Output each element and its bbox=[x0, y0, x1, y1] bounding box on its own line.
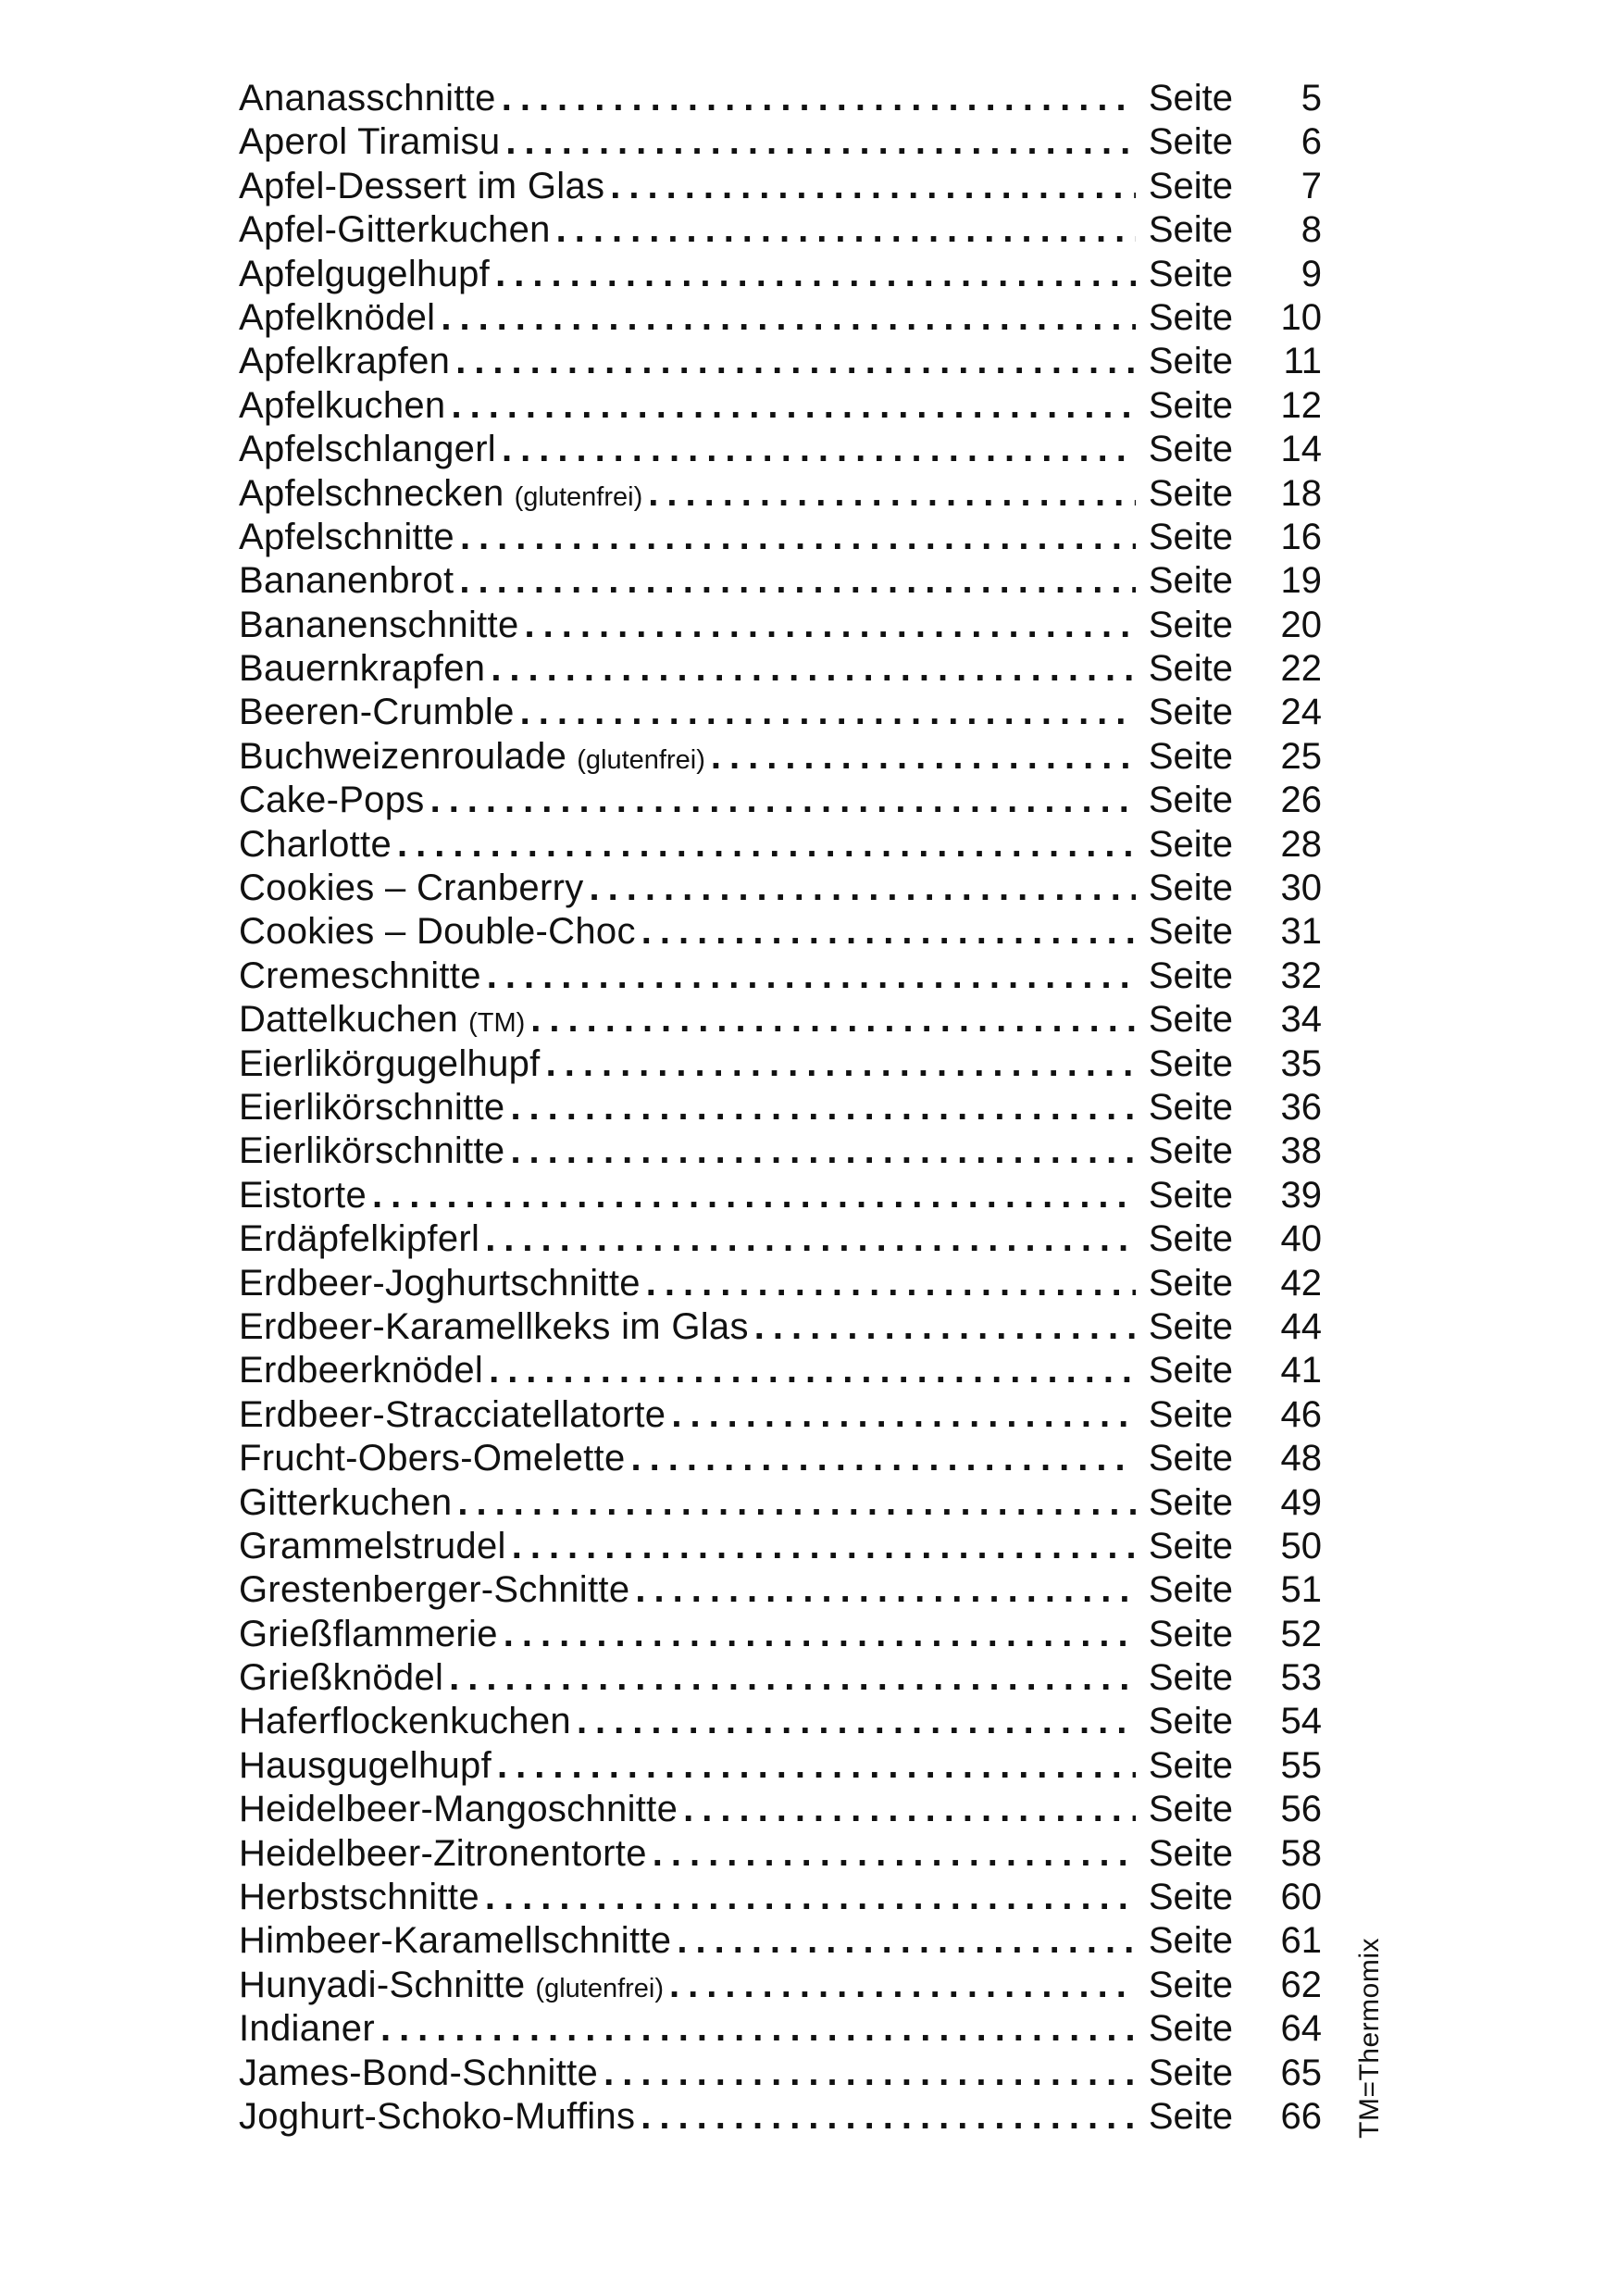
seite-label: Seite bbox=[1148, 692, 1233, 733]
seite-label: Seite bbox=[1148, 1920, 1233, 1962]
page-number: 46 bbox=[1280, 1393, 1322, 1435]
page-number: 9 bbox=[1301, 253, 1322, 294]
seite-label: Seite bbox=[1148, 429, 1233, 470]
dot-leader-icon bbox=[546, 1043, 1136, 1085]
toc-entry bbox=[239, 2053, 1322, 2096]
dot-leader-icon bbox=[510, 1130, 1135, 1172]
recipe-title: James-Bond-Schnitte bbox=[239, 2052, 599, 2093]
dot-leader-icon bbox=[646, 1263, 1136, 1304]
toc-entry bbox=[239, 1130, 1322, 1174]
page-number: 38 bbox=[1280, 1130, 1322, 1172]
seite-label: Seite bbox=[1148, 1744, 1233, 1786]
recipe-title: Apfel-Gitterkuchen bbox=[239, 209, 551, 251]
dot-leader-icon bbox=[457, 1482, 1135, 1524]
seite-label: Seite bbox=[1148, 1042, 1233, 1084]
dot-leader-icon bbox=[441, 297, 1135, 339]
recipe-title: Cake-Pops bbox=[239, 780, 425, 821]
recipe-title: Eierlikörgugelhupf bbox=[239, 1042, 541, 1084]
page-number: 20 bbox=[1280, 604, 1322, 645]
page-number: 41 bbox=[1280, 1350, 1322, 1391]
dot-leader-icon bbox=[502, 78, 1136, 119]
page-number: 24 bbox=[1280, 692, 1322, 733]
toc-entry bbox=[239, 1614, 1322, 1657]
toc-entry bbox=[239, 1218, 1322, 1262]
page-number: 39 bbox=[1280, 1174, 1322, 1216]
recipe-title: Aperol Tiramisu bbox=[239, 121, 501, 163]
toc-entry bbox=[239, 1526, 1322, 1569]
recipe-title: Heidelbeer-Zitronentorte bbox=[239, 1832, 647, 1874]
page-number: 55 bbox=[1280, 1744, 1322, 1786]
dot-leader-icon bbox=[610, 166, 1136, 207]
page-number: 25 bbox=[1280, 735, 1322, 777]
recipe-title: Apfelgugelhupf bbox=[239, 253, 491, 294]
toc-entry bbox=[239, 166, 1322, 209]
recipe-title: Erdäpfelkipferl bbox=[239, 1218, 480, 1260]
dot-leader-icon bbox=[491, 648, 1136, 690]
toc-entry bbox=[239, 1350, 1322, 1393]
recipe-title: Eistorte bbox=[239, 1174, 367, 1216]
dot-leader-icon bbox=[677, 1920, 1135, 1962]
recipe-title: Erdbeer-Joghurtschnitte bbox=[239, 1262, 641, 1304]
recipe-title: Eierlikörschnitte bbox=[239, 1086, 505, 1128]
toc-entry bbox=[239, 1657, 1322, 1701]
page-number: 51 bbox=[1280, 1569, 1322, 1611]
seite-label: Seite bbox=[1148, 341, 1233, 382]
page-number: 30 bbox=[1280, 867, 1322, 909]
recipe-note: (glutenfrei) bbox=[514, 481, 643, 512]
page-number: 26 bbox=[1280, 780, 1322, 821]
recipe-title: Apfelkrapfen bbox=[239, 341, 451, 382]
page-number: 49 bbox=[1280, 1481, 1322, 1523]
thermomix-footnote: TM=Thermomix bbox=[1354, 1938, 1385, 2139]
toc-entry bbox=[239, 955, 1322, 999]
recipe-title: Apfelknödel bbox=[239, 296, 436, 338]
seite-label: Seite bbox=[1148, 1789, 1233, 1830]
seite-label: Seite bbox=[1148, 78, 1233, 119]
toc-entry bbox=[239, 1087, 1322, 1130]
seite-label: Seite bbox=[1148, 648, 1233, 690]
seite-label: Seite bbox=[1148, 1350, 1233, 1391]
dot-leader-icon bbox=[495, 254, 1136, 295]
toc-entry bbox=[239, 1175, 1322, 1218]
seite-label: Seite bbox=[1148, 516, 1233, 557]
page-number: 7 bbox=[1301, 165, 1322, 206]
toc-entry bbox=[239, 1263, 1322, 1306]
toc-entry bbox=[239, 1789, 1322, 1832]
page-number: 65 bbox=[1280, 2052, 1322, 2093]
recipe-title: Haferflockenkuchen bbox=[239, 1701, 571, 1742]
toc-entry bbox=[239, 560, 1322, 604]
toc-entry bbox=[239, 517, 1322, 560]
recipe-title: Hunyadi-Schnitte bbox=[239, 1964, 526, 2005]
seite-label: Seite bbox=[1148, 560, 1233, 602]
recipe-title: Charlotte bbox=[239, 823, 392, 865]
seite-label: Seite bbox=[1148, 1525, 1233, 1566]
seite-label: Seite bbox=[1148, 911, 1233, 953]
seite-label: Seite bbox=[1148, 2095, 1233, 2137]
dot-leader-icon bbox=[653, 1833, 1136, 1875]
page-number: 53 bbox=[1280, 1657, 1322, 1699]
recipe-title: Buchweizenroulade bbox=[239, 735, 567, 777]
seite-label: Seite bbox=[1148, 209, 1233, 251]
dot-leader-icon bbox=[577, 1701, 1136, 1742]
seite-label: Seite bbox=[1148, 604, 1233, 645]
toc-entry bbox=[239, 209, 1322, 253]
toc-entry bbox=[239, 254, 1322, 297]
dot-leader-icon bbox=[497, 1745, 1136, 1787]
seite-label: Seite bbox=[1148, 1174, 1233, 1216]
recipe-title: Eierlikörschnitte bbox=[239, 1130, 505, 1172]
page-number: 60 bbox=[1280, 1877, 1322, 1918]
toc-entry bbox=[239, 780, 1322, 823]
recipe-title: Indianer bbox=[239, 2008, 375, 2050]
toc-entry bbox=[239, 867, 1322, 911]
seite-label: Seite bbox=[1148, 1481, 1233, 1523]
recipe-note: (glutenfrei) bbox=[535, 1973, 665, 2003]
toc-entry bbox=[239, 341, 1322, 384]
page-number: 8 bbox=[1301, 209, 1322, 251]
dot-leader-icon bbox=[683, 1789, 1136, 1830]
seite-label: Seite bbox=[1148, 1438, 1233, 1479]
dot-leader-icon bbox=[556, 209, 1136, 251]
dot-leader-icon bbox=[520, 692, 1136, 733]
recipe-title: Bananenschnitte bbox=[239, 604, 519, 645]
dot-leader-icon bbox=[455, 341, 1136, 382]
seite-label: Seite bbox=[1148, 1613, 1233, 1654]
dot-leader-icon bbox=[711, 736, 1136, 778]
dot-leader-icon bbox=[525, 605, 1136, 646]
page-number: 50 bbox=[1280, 1525, 1322, 1566]
recipe-title: Dattelkuchen bbox=[239, 999, 459, 1041]
seite-label: Seite bbox=[1148, 1701, 1233, 1742]
seite-label: Seite bbox=[1148, 1657, 1233, 1699]
seite-label: Seite bbox=[1148, 296, 1233, 338]
page-number: 62 bbox=[1280, 1964, 1322, 2005]
recipe-title: Bauernkrapfen bbox=[239, 648, 486, 690]
page-number: 48 bbox=[1280, 1438, 1322, 1479]
toc-entry bbox=[239, 736, 1322, 780]
page-number: 44 bbox=[1280, 1305, 1322, 1347]
recipe-title: Grestenberger-Schnitte bbox=[239, 1569, 630, 1611]
page-number: 52 bbox=[1280, 1613, 1322, 1654]
seite-label: Seite bbox=[1148, 1964, 1233, 2005]
dot-leader-icon bbox=[487, 955, 1136, 997]
page-number: 19 bbox=[1280, 560, 1322, 602]
page-number: 31 bbox=[1280, 911, 1322, 953]
dot-leader-icon bbox=[505, 121, 1135, 163]
dot-leader-icon bbox=[635, 1569, 1135, 1611]
toc-entry bbox=[239, 1482, 1322, 1526]
toc-entry bbox=[239, 1745, 1322, 1789]
seite-label: Seite bbox=[1148, 2052, 1233, 2093]
dot-leader-icon bbox=[530, 999, 1136, 1041]
page-number: 12 bbox=[1280, 384, 1322, 426]
recipe-title: Grießflammerie bbox=[239, 1613, 498, 1654]
page-number: 28 bbox=[1280, 823, 1322, 865]
seite-label: Seite bbox=[1148, 1218, 1233, 1260]
dot-leader-icon bbox=[485, 1877, 1136, 1918]
dot-leader-icon bbox=[754, 1306, 1136, 1348]
page-number: 11 bbox=[1283, 341, 1322, 382]
toc-entry bbox=[239, 824, 1322, 867]
seite-label: Seite bbox=[1148, 1130, 1233, 1172]
recipe-title: Gitterkuchen bbox=[239, 1481, 453, 1523]
recipe-title: Cookies – Cranberry bbox=[239, 867, 584, 909]
toc-entry bbox=[239, 1701, 1322, 1744]
page-number: 66 bbox=[1280, 2095, 1322, 2137]
recipe-title: Erdbeer-Karamellkeks im Glas bbox=[239, 1305, 749, 1347]
seite-label: Seite bbox=[1148, 735, 1233, 777]
dot-leader-icon bbox=[460, 517, 1136, 558]
seite-label: Seite bbox=[1148, 780, 1233, 821]
recipe-title: Apfelkuchen bbox=[239, 384, 446, 426]
recipe-note: (TM) bbox=[468, 1008, 526, 1039]
dot-leader-icon bbox=[641, 2096, 1136, 2138]
toc-entry bbox=[239, 692, 1322, 735]
recipe-title: Bananenbrot bbox=[239, 560, 454, 602]
recipe-title: Apfelschlangerl bbox=[239, 429, 496, 470]
recipe-title: Joghurt-Schoko-Muffins bbox=[239, 2095, 636, 2137]
toc-entry bbox=[239, 605, 1322, 648]
dot-leader-icon bbox=[489, 1350, 1136, 1391]
dot-leader-icon bbox=[504, 1614, 1136, 1655]
seite-label: Seite bbox=[1148, 823, 1233, 865]
toc-entry bbox=[239, 999, 1322, 1042]
seite-label: Seite bbox=[1148, 1832, 1233, 1874]
seite-label: Seite bbox=[1148, 2008, 1233, 2050]
page-number: 18 bbox=[1280, 472, 1322, 514]
dot-leader-icon bbox=[485, 1218, 1136, 1260]
recipe-title: Beeren-Crumble bbox=[239, 692, 515, 733]
dot-leader-icon bbox=[648, 473, 1136, 515]
dot-leader-icon bbox=[430, 780, 1136, 821]
dot-leader-icon bbox=[669, 1965, 1136, 2006]
seite-label: Seite bbox=[1148, 1086, 1233, 1128]
dot-leader-icon bbox=[510, 1087, 1135, 1129]
toc-entry bbox=[239, 1394, 1322, 1438]
toc-entry bbox=[239, 1877, 1322, 1920]
page-number: 58 bbox=[1280, 1832, 1322, 1874]
recipe-title: Erdbeer-Stracciatellatorte bbox=[239, 1393, 666, 1435]
dot-leader-icon bbox=[604, 2053, 1136, 2094]
toc-entry bbox=[239, 1569, 1322, 1613]
dot-leader-icon bbox=[641, 911, 1136, 953]
recipe-title: Erdbeerknödel bbox=[239, 1350, 484, 1391]
page-number: 54 bbox=[1280, 1701, 1322, 1742]
toc-list bbox=[239, 78, 1322, 2140]
toc-entry bbox=[239, 1833, 1322, 1877]
recipe-note: (glutenfrei) bbox=[577, 744, 705, 775]
toc-entry bbox=[239, 2008, 1322, 2052]
toc-entry bbox=[239, 1920, 1322, 1964]
seite-label: Seite bbox=[1148, 253, 1233, 294]
dot-leader-icon bbox=[459, 560, 1135, 602]
seite-label: Seite bbox=[1148, 1262, 1233, 1304]
dot-leader-icon bbox=[372, 1175, 1136, 1217]
recipe-title: Cookies – Double-Choc bbox=[239, 911, 636, 953]
recipe-title: Ananasschnitte bbox=[239, 78, 496, 119]
page-number: 32 bbox=[1280, 955, 1322, 996]
seite-label: Seite bbox=[1148, 165, 1233, 206]
seite-label: Seite bbox=[1148, 121, 1233, 163]
page-number: 22 bbox=[1280, 648, 1322, 690]
recipe-title: Hausgugelhupf bbox=[239, 1744, 492, 1786]
dot-leader-icon bbox=[451, 385, 1135, 427]
recipe-title: Cremeschnitte bbox=[239, 955, 481, 996]
toc-entry bbox=[239, 1965, 1322, 2008]
toc-entry bbox=[239, 911, 1322, 955]
toc-entry bbox=[239, 473, 1322, 517]
toc-entry bbox=[239, 2096, 1322, 2140]
dot-leader-icon bbox=[590, 867, 1136, 909]
recipe-title: Grammelstrudel bbox=[239, 1525, 506, 1566]
toc-entry bbox=[239, 429, 1322, 472]
seite-label: Seite bbox=[1148, 384, 1233, 426]
toc-entry bbox=[239, 297, 1322, 341]
recipe-title: Herbstschnitte bbox=[239, 1877, 479, 1918]
recipe-title: Grießknödel bbox=[239, 1657, 444, 1699]
dot-leader-icon bbox=[380, 2008, 1136, 2050]
page-number: 36 bbox=[1280, 1086, 1322, 1128]
toc-entry bbox=[239, 78, 1322, 121]
dot-leader-icon bbox=[631, 1438, 1136, 1479]
toc-entry bbox=[239, 1043, 1322, 1087]
page-number: 14 bbox=[1280, 429, 1322, 470]
dot-leader-icon bbox=[671, 1394, 1135, 1436]
seite-label: Seite bbox=[1148, 1393, 1233, 1435]
toc-entry bbox=[239, 648, 1322, 692]
page-number: 40 bbox=[1280, 1218, 1322, 1260]
seite-label: Seite bbox=[1148, 472, 1233, 514]
page-number: 35 bbox=[1280, 1042, 1322, 1084]
page-number: 56 bbox=[1280, 1789, 1322, 1830]
recipe-title: Apfelschnecken bbox=[239, 472, 504, 514]
dot-leader-icon bbox=[397, 824, 1136, 866]
page-number: 34 bbox=[1280, 999, 1322, 1041]
recipe-title: Apfelschnitte bbox=[239, 516, 454, 557]
dot-leader-icon bbox=[449, 1657, 1136, 1699]
page-number: 5 bbox=[1301, 78, 1322, 119]
dot-leader-icon bbox=[512, 1526, 1136, 1567]
seite-label: Seite bbox=[1148, 1569, 1233, 1611]
seite-label: Seite bbox=[1148, 1305, 1233, 1347]
toc-entry bbox=[239, 1306, 1322, 1350]
seite-label: Seite bbox=[1148, 955, 1233, 996]
page-number: 6 bbox=[1301, 121, 1322, 163]
page-number: 61 bbox=[1280, 1920, 1322, 1962]
seite-label: Seite bbox=[1148, 867, 1233, 909]
seite-label: Seite bbox=[1148, 999, 1233, 1041]
page-number: 42 bbox=[1280, 1262, 1322, 1304]
toc-entry bbox=[239, 385, 1322, 429]
toc-entry bbox=[239, 121, 1322, 165]
recipe-title: Himbeer-Karamellschnitte bbox=[239, 1920, 672, 1962]
page-number: 16 bbox=[1280, 516, 1322, 557]
page-number: 10 bbox=[1280, 296, 1322, 338]
recipe-title: Apfel-Dessert im Glas bbox=[239, 165, 605, 206]
toc-entry bbox=[239, 1438, 1322, 1481]
page-number: 64 bbox=[1280, 2008, 1322, 2050]
seite-label: Seite bbox=[1148, 1877, 1233, 1918]
recipe-title: Frucht-Obers-Omelette bbox=[239, 1438, 626, 1479]
recipe-title: Heidelbeer-Mangoschnitte bbox=[239, 1789, 678, 1830]
dot-leader-icon bbox=[502, 429, 1136, 470]
